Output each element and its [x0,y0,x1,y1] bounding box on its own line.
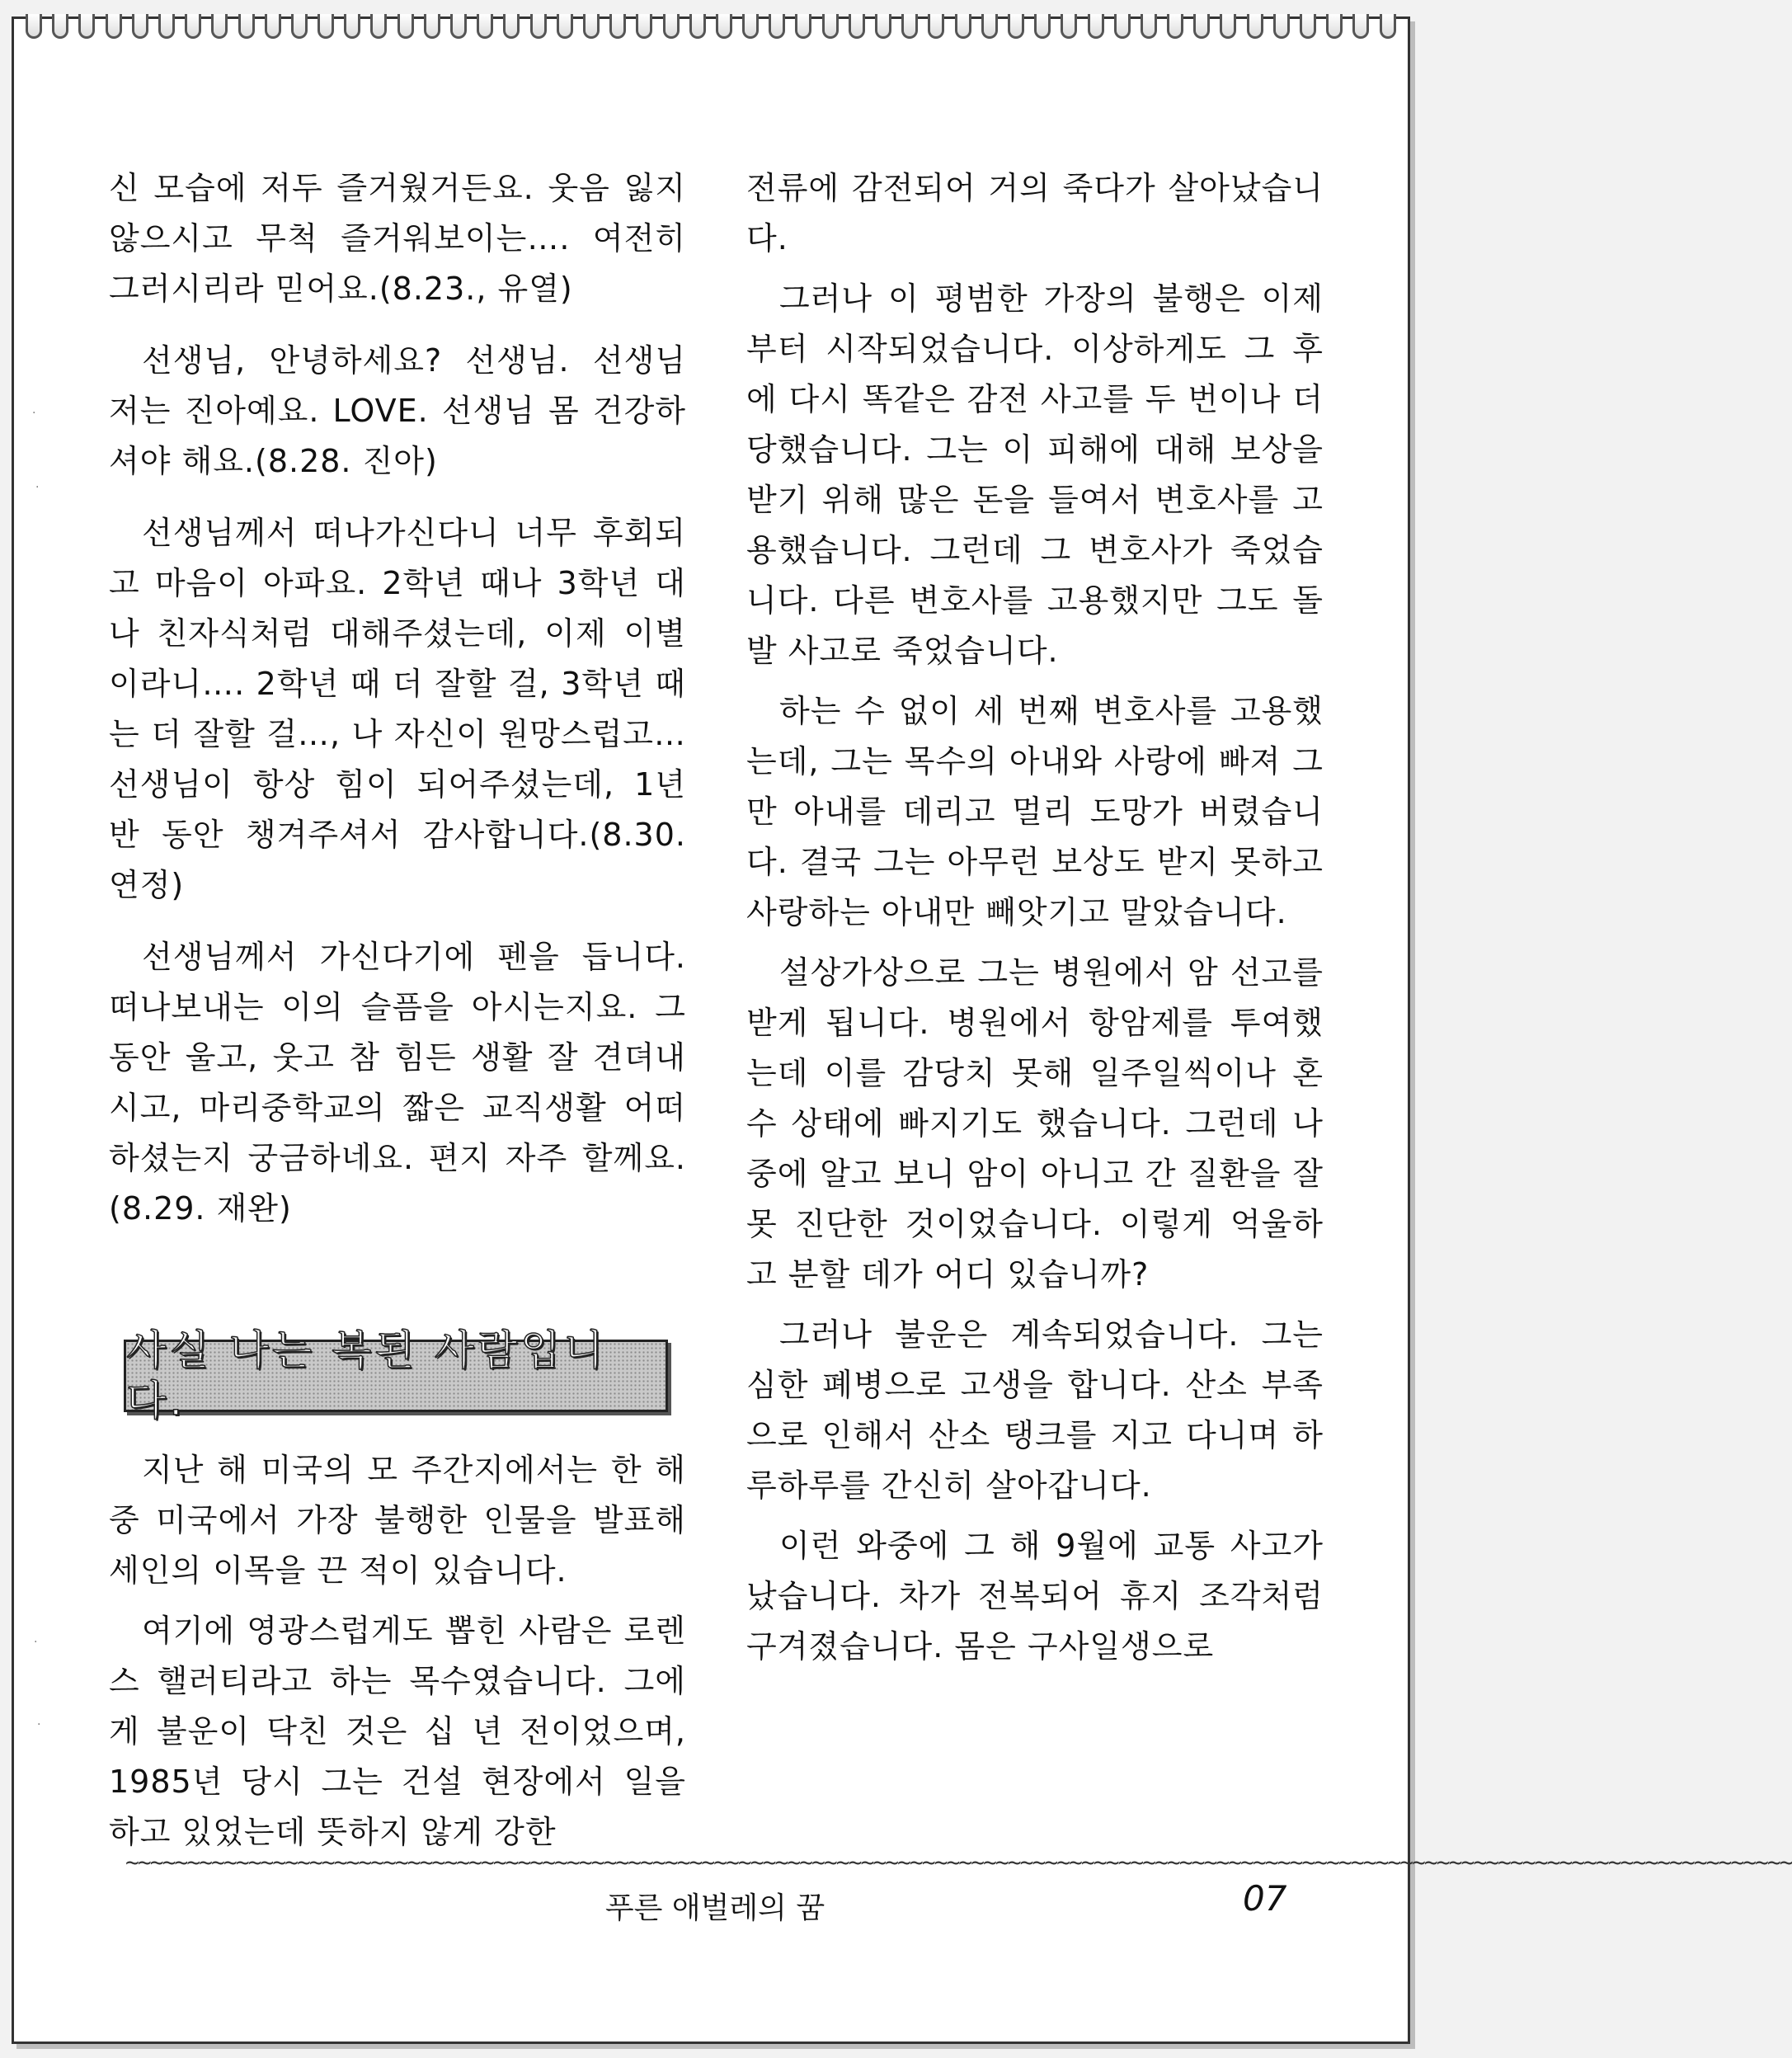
spiral-ring [663,14,680,39]
spiral-ring [185,14,201,39]
spiral-ring [238,14,255,39]
section-heading: 사실 나는 복된 사람입니다. [126,1326,607,1425]
spiral-ring [265,14,281,39]
section-heading-box [124,1326,668,1425]
page-number: 07 [1243,1878,1287,1919]
spiral-ring [901,14,918,39]
spiral-ring [716,14,732,39]
footer-rule: ~~~~~~~~~~~~~~~~~~~~~~~~~~~~~~~~~~~~~~~~~~~~~~~~~~~~~~~~~~~~~~~~~~~~~~~~~~~~~~~~~~~~~~~~~~~~~~~~~~~~~~~~~~~~~~~~~~~~~~~~~~~~~~~~~~~~~~~~ [125,1848,1792,1876]
spiral-ring [424,14,440,39]
spiral-ring [1061,14,1077,39]
spiral-ring [822,14,839,39]
spiral-ring [1380,14,1396,39]
spiral-ring [742,14,759,39]
left-paragraph-3: 선생님께서 떠나가신다니 너무 후회되고 마음이 아파요. 2학년 때나 3학년 대나 친자식처럼 대해주셨는데, 이제 이별이라니…. 2학년 때 더 잘할 걸, 3학년 때는 더 잘할 걸…, 나 자신이 원망스럽고… 선생님이 항상 힘이 되어주셨는데, 1년 반 동안 챙겨주셔서 감사합니다.(8.30. 연정) [109,515,686,903]
spiral-ring [1193,14,1210,39]
footer-title: 푸른 애벌레의 꿈 [604,1891,825,1925]
spiral-ring [609,14,626,39]
scan-speck: · [37,1718,41,1731]
right-paragraph-4: 설상가상으로 그는 병원에서 암 선고를 받게 됩니다. 병원에서 항암제를 투여했는데 이를 감당치 못해 일주일씩이나 혼수 상태에 빠지기도 했습니다. 그런데 나중에 알고 보니 암이 아니고 간 질환을 잘못 진단한 것이었습니다. 이렇게 억울하고 분할 데가 어디 있습니까? [746,954,1324,1293]
left-column [109,163,686,1858]
scan-speck: · [32,407,36,420]
scan-speck: · [35,481,40,494]
spiral-ring [1247,14,1263,39]
spiral-ring [875,14,891,39]
spiral-ring [78,14,95,39]
spiral-ring [795,14,811,39]
spiral-ring [1167,14,1183,39]
right-paragraph-6: 이런 와중에 그 해 9월에 교통 사고가 났습니다. 차가 전복되어 휴지 조각처럼 구겨졌습니다. 몸은 구사일생으로 [746,1528,1324,1665]
spiral-ring [106,14,122,39]
spiral-ring [1273,14,1290,39]
spiral-ring [1352,14,1369,39]
spiral-ring [1220,14,1236,39]
document-page [12,16,1792,2044]
spiral-ring [1300,14,1316,39]
spiral-ring [211,14,228,39]
spiral-ring [769,14,785,39]
spiral-ring [158,14,175,39]
spiral-ring [849,14,865,39]
spiral-ring [636,14,652,39]
spiral-ring [928,14,944,39]
spiral-ring [291,14,308,39]
spiral-ring [26,14,42,39]
scan-speck: · [34,1636,38,1649]
spiral-ring [1114,14,1131,39]
spiral-ring [503,14,520,39]
left-paragraph-6: 여기에 영광스럽게도 뽑힌 사람은 로렌스 핼러티라고 하는 목수였습니다. 그에게 불운이 닥친 것은 십 년 전이었으며, 1985년 당시 그는 건설 현장에서 일을 하고 있었는데 뜻하지 않게 강한 [109,1613,686,1850]
right-paragraph-5: 그러나 불운은 계속되었습니다. 그는 심한 폐병으로 고생을 합니다. 산소 부족으로 인해서 산소 탱크를 지고 다니며 하루하루를 간신히 살아갑니다. [746,1316,1324,1504]
left-paragraph-2: 선생님, 안녕하세요? 선생님. 선생님 저는 진아예요. LOVE. 선생님 몸 건강하셔야 해요.(8.28. 진아) [109,342,686,479]
spiral-binding [14,14,1408,45]
spiral-ring [344,14,360,39]
spiral-ring [370,14,387,39]
spiral-ring [477,14,493,39]
spiral-ring [689,14,706,39]
right-paragraph-1: 전류에 감전되어 거의 죽다가 살아났습니다. [746,170,1324,257]
left-paragraph-5: 지난 해 미국의 모 주간지에서는 한 해 중 미국에서 가장 불행한 인물을 발표해 세인의 이목을 끈 적이 있습니다. [109,1452,686,1589]
spiral-ring [317,14,334,39]
spiral-ring [132,14,148,39]
spiral-ring [52,14,68,39]
spiral-ring [1326,14,1343,39]
right-paragraph-3: 하는 수 없이 세 번째 변호사를 고용했는데, 그는 목수의 아내와 사랑에 빠져 그만 아내를 데리고 멀리 도망가 버렸습니다. 결국 그는 아무런 보상도 받지 못하고 사랑하는 아내만 빼앗기고 말았습니다. [746,693,1324,930]
spiral-ring [981,14,998,39]
left-paragraph-1: 신 모습에 저두 즐거웠거든요. 웃음 잃지 않으시고 무척 즐거워보이는…. 여전히 그러시리라 믿어요.(8.23., 유열) [109,170,686,307]
spiral-ring [1141,14,1157,39]
left-paragraph-4: 선생님께서 가신다기에 펜을 듭니다. 떠나보내는 이의 슬픔을 아시는지요. 그동안 울고, 웃고 참 힘든 생활 잘 견뎌내시고, 마리중학교의 짧은 교직생활 어떠하셨는지 궁금하네요. 편지 자주 할께요.(8.29. 재완) [109,939,686,1227]
spiral-ring [557,14,573,39]
right-paragraph-2: 그러나 이 평범한 가장의 불행은 이제부터 시작되었습니다. 이상하게도 그 후에 다시 똑같은 감전 사고를 두 번이나 더 당했습니다. 그는 이 피해에 대해 보상을 받기 위해 많은 돈을 들여서 변호사를 고용했습니다. 그런데 그 변호사가 죽었습니다. 다른 변호사를 고용했지만 그도 돌발 사고로 죽었습니다. [746,280,1324,669]
spiral-ring [1034,14,1051,39]
spiral-ring [583,14,600,39]
right-column [746,163,1324,1672]
spiral-ring [1008,14,1024,39]
spiral-ring [397,14,414,39]
spiral-ring [530,14,547,39]
spiral-ring [1088,14,1104,39]
spiral-ring [450,14,467,39]
spiral-ring [955,14,971,39]
